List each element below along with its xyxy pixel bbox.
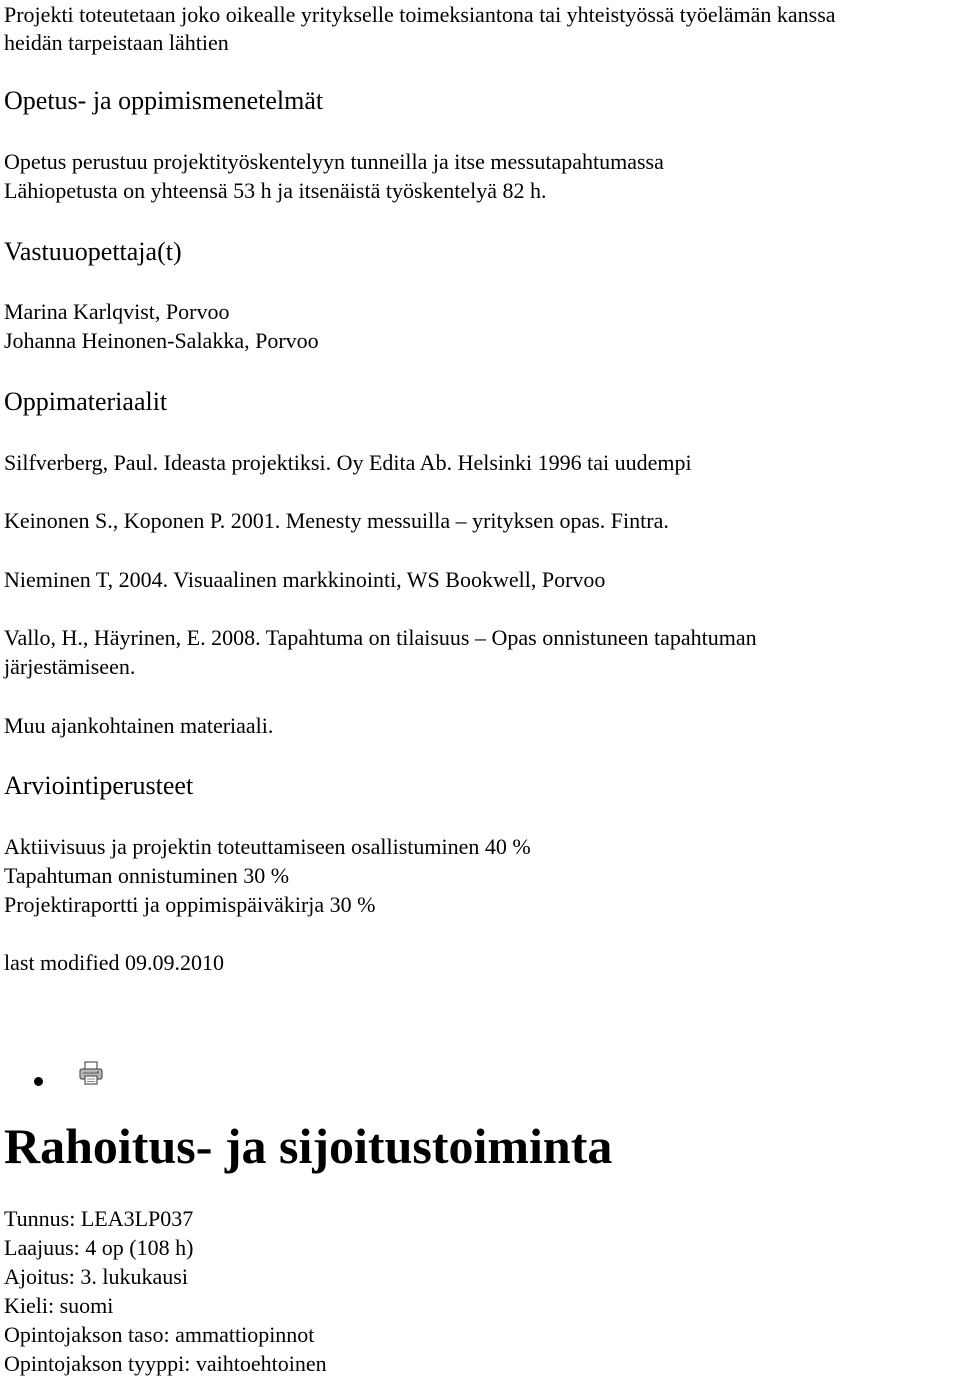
assessment-item: Aktiivisuus ja projektin toteuttamiseen osallistuminen 40 % bbox=[4, 834, 531, 859]
course-title: Rahoitus- ja sijoitustoiminta bbox=[4, 1118, 613, 1174]
course-detail: Laajuus: 4 op (108 h) bbox=[4, 1235, 194, 1260]
section-heading-teaching-methods: Opetus- ja oppimismenetelmät bbox=[4, 86, 324, 115]
teaching-methods-line-2: Lähiopetusta on yhteensä 53 h ja itsenäistä työskentelyä 82 h. bbox=[4, 178, 547, 203]
section-heading-assessment: Arviointiperusteet bbox=[4, 771, 194, 800]
list-bullet bbox=[34, 1077, 43, 1086]
material-item: Nieminen T, 2004. Visuaalinen markkinointi, WS Bookwell, Porvoo bbox=[4, 567, 606, 592]
material-item: Muu ajankohtainen materiaali. bbox=[4, 713, 274, 738]
assessment-item: Tapahtuman onnistuminen 30 % bbox=[4, 863, 290, 888]
course-detail: Opintojakson tyyppi: vaihtoehtoinen bbox=[4, 1351, 327, 1376]
course-detail: Ajoitus: 3. lukukausi bbox=[4, 1264, 188, 1289]
teacher-item: Marina Karlqvist, Porvoo bbox=[4, 299, 230, 324]
material-item: Silfverberg, Paul. Ideasta projektiksi. Oy Edita Ab. Helsinki 1996 tai uudempi bbox=[4, 450, 692, 475]
material-item-continued: järjestämiseen. bbox=[4, 654, 136, 679]
section-heading-teachers: Vastuuopettaja(t) bbox=[4, 237, 182, 266]
section-heading-materials: Oppimateriaalit bbox=[4, 387, 168, 416]
printer-icon[interactable] bbox=[78, 1060, 104, 1086]
material-item: Vallo, H., Häyrinen, E. 2008. Tapahtuma on tilaisuus – Opas onnistuneen tapahtuman bbox=[4, 625, 757, 650]
material-item: Keinonen S., Koponen P. 2001. Menesty messuilla – yrityksen opas. Fintra. bbox=[4, 508, 669, 533]
course-detail: Opintojakson taso: ammattiopinnot bbox=[4, 1322, 315, 1347]
teacher-item: Johanna Heinonen-Salakka, Porvoo bbox=[4, 328, 319, 353]
intro-text-line-2: heidän tarpeistaan lähtien bbox=[4, 30, 229, 55]
course-detail: Tunnus: LEA3LP037 bbox=[4, 1206, 194, 1231]
course-detail: Kieli: suomi bbox=[4, 1293, 114, 1318]
assessment-item: Projektiraportti ja oppimispäiväkirja 30 % bbox=[4, 892, 376, 917]
teaching-methods-line-1: Opetus perustuu projektityöskentelyyn tunneilla ja itse messutapahtumassa bbox=[4, 149, 664, 174]
intro-text-line-1: Projekti toteutetaan joko oikealle yritykselle toimeksiantona tai yhteistyössä työelämän kanssa bbox=[4, 2, 836, 27]
last-modified-text: last modified 09.09.2010 bbox=[4, 950, 224, 975]
